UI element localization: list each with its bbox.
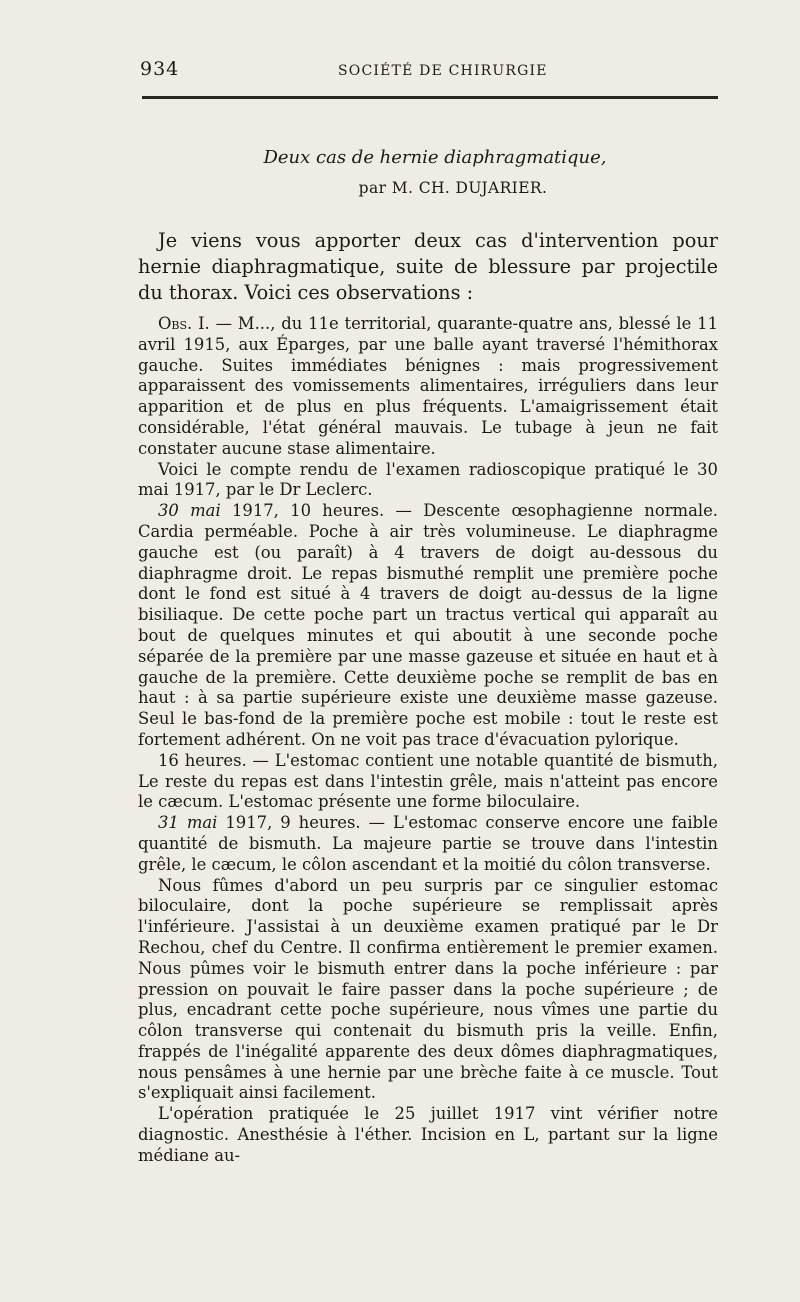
article-title: Deux cas de hernie diaphragmatique, <box>263 147 607 168</box>
date-label: 30 mai <box>158 501 221 521</box>
date-label: 31 mai <box>158 813 218 833</box>
paragraph-text: L'opération pratiquée le 25 juillet 1917 vint vérifier notre diagnostic. Anesthésie à l'éther. Incision en L, partant sur la ligne médiane au- <box>138 1104 718 1165</box>
running-head <box>0 58 800 88</box>
paragraph-text: 16 heures. — L'estomac contient une notable quantité de bismuth, Le reste du repas est dans l'intestin grêle, mais n'atteint pas encore le cæcum. L'estomac présente une forme biloculaire. <box>138 750 718 812</box>
paragraph-discussion <box>138 876 718 1105</box>
paragraph-obs-1 <box>138 314 718 460</box>
paragraph-text: Voici le compte rendu de l'examen radioscopique pratiqué le 30 mai 1917, par le Dr Leclerc. <box>138 459 718 500</box>
paragraph-exam-16h <box>138 751 718 813</box>
article-body <box>138 314 718 1167</box>
paragraph-operation <box>138 1104 718 1166</box>
paragraph-text: M..., du 11e territorial, quarante-quatre ans, blessé le 11 avril 1915, aux Éparges, par une balle ayant traversé l'hémithorax gauche. Suites immédiates bénignes : mais progressivement apparaissent des vomissements alimentaires, irréguliers dans leur apparition et de plus en plus fréquents. L'amaigrissement était considérable, l'état général mauvais. Le tubage à jeun ne fait constater aucune stase alimentaire. <box>138 314 718 458</box>
paragraph-radioscopy-intro <box>138 460 718 502</box>
page-number: 934 <box>140 58 180 80</box>
header-rule <box>142 96 718 99</box>
journal-title: SOCIÉTÉ DE CHIRURGIE <box>338 63 548 79</box>
author-line: par M. CH. DUJARIER. <box>358 179 548 197</box>
paragraph-exam-30-may <box>138 501 718 751</box>
paragraph-text: 1917, 10 heures. — Descente œsophagienne normale. Cardia perméable. Poche à air très volumineuse. Le diaphragme gauche est (ou paraît) à 4 travers de doigt au-dessous du diaphragme droit. Le repas bismuthé remplit une première poche dont le fond est situé à 4 travers de doigt au-dessus de la ligne bisiliaque. De cette poche part un tractus vertical qui apparaît au bout de quelques minutes et qui aboutit à une seconde poche séparée de la première par une masse gazeuse et située en haut et à gauche de la première. Cette deuxième poche se remplit de bas en haut : à sa partie supérieure existe une deuxième masse gazeuse. Seul le bas-fond de la première poche est mobile : tout le reste est fortement adhérent. On ne voit pas trace d'évacuation pylorique. <box>138 501 718 749</box>
paragraph-exam-31-may <box>138 813 718 875</box>
observation-label: Obs. I. — <box>158 314 232 333</box>
intro-paragraph: Je viens vous apporter deux cas d'intervention pour hernie diaphragmatique, suite de blessure par projectile du thorax. Voici ces observations : <box>138 229 718 304</box>
paragraph-text: Nous fûmes d'abord un peu surpris par ce singulier estomac biloculaire, dont la poche supérieure se remplissait après l'inférieure. J'assistai à un deuxième examen pratiqué par le Dr Rechou, chef du Centre. Il confirma entièrement le premier examen. Nous pûmes voir le bismuth entrer dans la poche inférieure : par pression on pouvait le faire passer dans la poche supérieure ; de plus, encadrant cette poche supérieure, nous vîmes une partie du côlon transverse qui contenait du bismuth pris la veille. Enfin, frappés de l'inégalité apparente des deux dômes diaphragmatiques, nous pensâmes à une hernie par une brèche faite à ce muscle. Tout s'expliquait ainsi facilement. <box>138 875 718 1103</box>
paragraph-text: 1917, 9 heures. — L'estomac conserve encore une faible quantité de bismuth. La majeure partie se trouve dans l'intestin grêle, le cæcum, le côlon ascendant et la moitié du côlon transverse. <box>138 813 718 874</box>
